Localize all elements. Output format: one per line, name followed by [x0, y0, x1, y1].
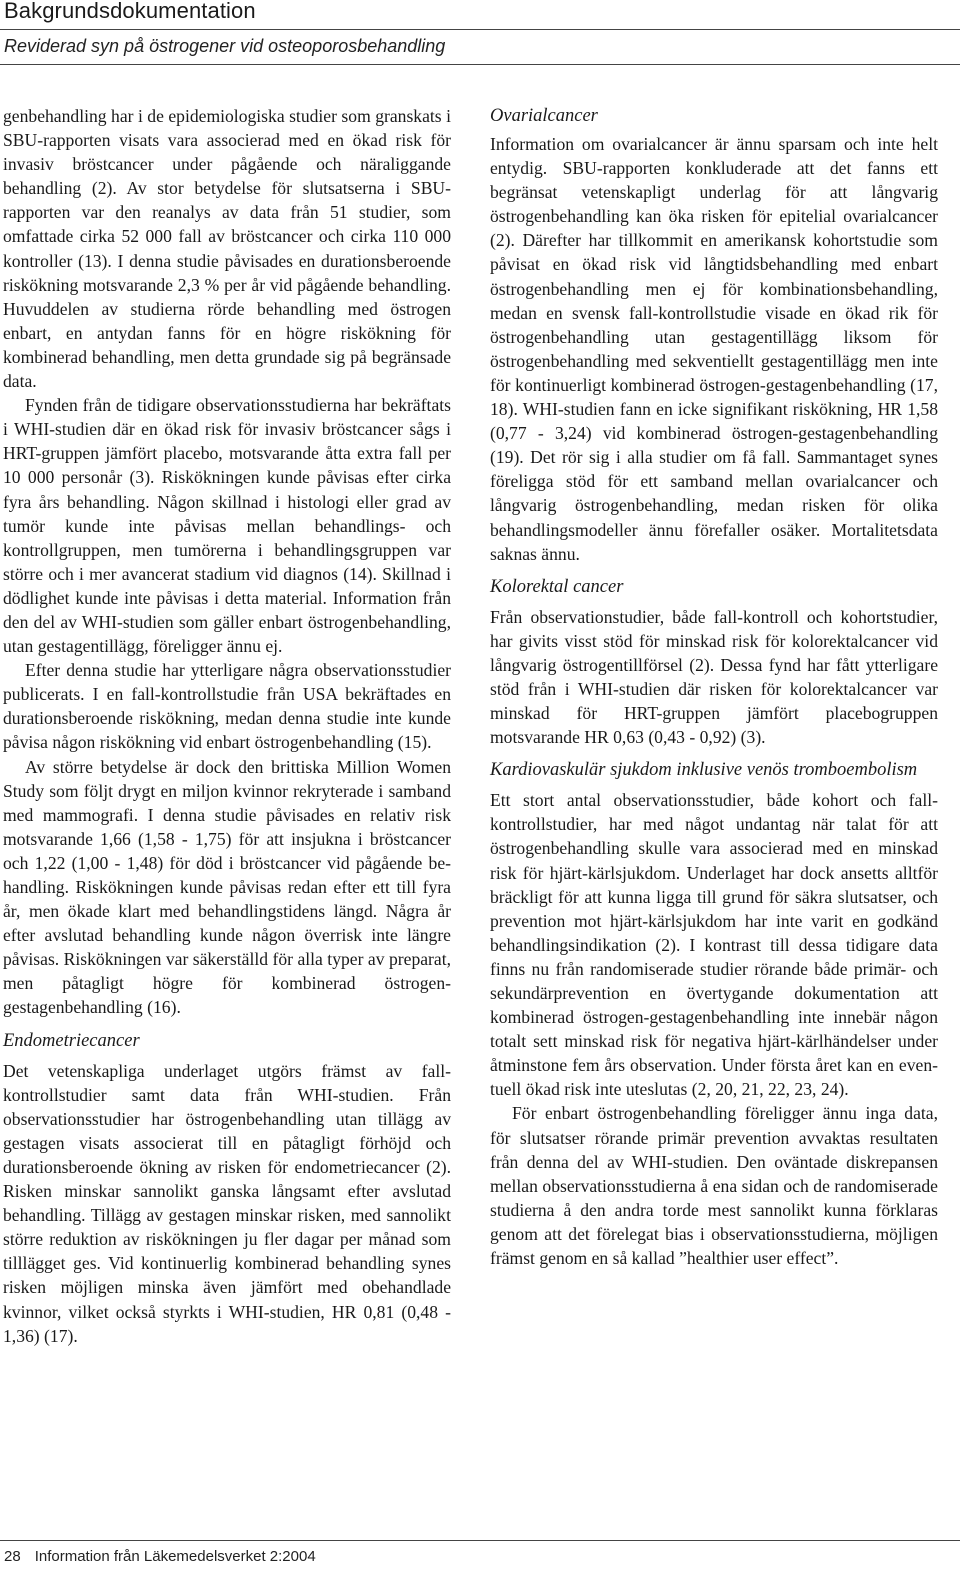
page-footer — [4, 1548, 316, 1565]
subheading-kardiovaskular: Kardiovaskulär sjukdom inklusive venös tromboembolism — [490, 760, 918, 781]
right-column — [490, 104, 938, 1270]
header-rule — [0, 64, 960, 65]
subheading-ovarialcancer: Ovarialcancer — [490, 106, 598, 126]
footer-rule — [0, 1540, 960, 1541]
body-paragraph: Ett stort antal observationsstudier, både kohort och fall-kontrollstudier, har med något undantag när talat för att östrogenbehandling skulle vara associerad med en minskad risk för hjärt-kärlsjukdom. Underlaget har dock ansetts alltför bräckligt för att kunna ligga till grund för säkra slutsatser, och prevention mot hjärt-kärlsjukdom har inte varit en godkänd behandlingsindikation (2). I kontrast till dessa tidigare data finns nu från randomiserade studier rörande både primär- och sekundärprevention en övertygande dokumentation att kombinerad östrogen-gestagenbehandling inte innebär någon totalt sett minskad risk för negativa hjärt-kärlhändelser under åtminstone fem års observation. Under första året kan en eventuell ökad risk inte uteslutas (2, 20, 21, 22, 23, 24). — [490, 790, 938, 1100]
body-paragraph: genbehandling har i de epidemiologiska studier som granskats i SBU-rapporten visats vara associerad med en ökad risk för invasiv bröstcancer under pågående och näraliggande behandling (2). Av stor betydelse för slutsatserna i SBU-rapporten var den reanalys av data från 51 studier, som omfattade cirka 52 000 fall av bröstcancer och cirka 110 000 kontroller (13). I denna studie påvisades en durationsberoende riskökning motsvarande 2,3 % per år vid pågående behandling. Huvuddelen av studierna rörde behandling med östrogen enbart, en antydan fanns för en högre riskökning för kombinerad behandling, men detta grundade sig på begränsade data. — [3, 106, 451, 392]
body-paragraph: För enbart östrogenbehandling föreligger ännu inga data, för slutsatser rörande primär prevention avvaktas resultaten från denna del av WHI-studien. Den oväntade diskrepansen mellan observationsstudierna å ena sidan och de randomiserade studierna å den andra torde mest sannolikt kunna förklaras genom att det förelegat bias i observationsstudierna, möjligen främst genom en så kallad ”healthier user effect”. — [490, 1103, 938, 1269]
subheading-kolorektal-cancer: Kolorektal cancer — [490, 576, 624, 597]
left-column — [3, 104, 451, 1348]
body-paragraph: Information om ovarialcancer är ännu sparsam och inte helt entydig. SBU-rapporten konkluderade att det fanns ett begränsat vetenskapligt underlag för att långvarig östrogenbehandling kan öka risken för epitelial ovarialcancer (2). Därefter har tillkommit en amerikansk kohortstudie som påvisat en ökad risk vid långtidsbehandling med enbart östrogenbehandling men ej för kombinationsbehandling, medan en svensk fall-kontrollstudie visade en ökad rik för östrogenbehandling utan gestagentillägg liksom för östrogenbehandling med sekventiellt gestagentillägg men inte för kontinuerligt kombinerad östrogen-gestagenbehandling (17, 18). WHI-studien fann en icke signifikant riskökning, HR 1,58 (0,77 - 3,24) vid kombinerad östrogen-gestagenbehandling (19). Det rör sig i alla studier om få fall. Sammantaget synes föreligga stöd för ett samband mellan ovarialcancer och långvarig östrogenbehandling, medan risken för olika behandlingsmodeller ännu förefaller osäker. Mortalitetsdata saknas ännu. — [490, 134, 938, 564]
body-paragraph: Det vetenskapliga underlaget utgörs främst av fall-kontrollstudier samt data från WHI-studien. Från observationsstudier har östrogenbehandling utan tillägg av gestagen visats associerat till en påtagligt förhöjd och durationsberoende ökning av risken för endometriecancer (2). Risken minskar sannolikt ganska långsamt efter avslutad behandling. Tillägg av gestagen minskar risken, med sannolikt större reduktion av riskökningen ju fler dagar per månad som tilllägget ges. Vid kontinuerlig kombinerad behandling synes risken möjligen minska även jämfört med obehandlade kvinnor, vilket också styrkts i WHI-studien, HR 0,81 (0,48 - 1,36) (17). — [3, 1060, 451, 1346]
header-subtitle: Reviderad syn på östrogener vid osteoporosbehandling — [4, 36, 446, 56]
header-rule — [0, 29, 960, 30]
body-paragraph: Efter denna studie har ytterligare några observationsstudier publicerats. I en fall-kontrollstudie från USA bekräftades en durationsberoende riskökning, medan denna studie inte kunde påvisa någon riskökning vid enbart östrogenbehandling (15). — [3, 660, 451, 753]
body-paragraph: Av större betydelse är dock den brittiska Million Women Study som följt drygt en miljon kvinnor rekryterade i samband med mammografi. I denna studie påvisades en relativ risk motsvarande 1,66 (1,58 - 1,75) för att insjukna i bröstcancer och 1,22 (1,00 - 1,48) för död i bröstcancer vid pågående behandling. Riskökningen kunde påvisas redan efter ett till fyra år, men ökade klart med behandlingstidens längd. Några år efter avslutad behandling kunde någon överrisk inte längre påvisas. Riskökningen var säkerställd för alla typer av preparat, men påtagligt högre för kombinerad östrogen-gestagenbehandling (16). — [3, 756, 451, 1018]
page-number: 28 — [4, 1548, 21, 1565]
body-paragraph: Fynden från de tidigare observationsstudierna har bekräftats i WHI-studien där en ökad risk för invasiv bröstcancer sågs i HRT-gruppen jämfört placebo, motsvarande åtta extra fall per 10 000 personår (3). Riskökningen kunde påvisas efter cirka fyra års behandling. Någon skillnad i histologi eller grad av tumör kunde inte påvisas mellan behandlings- och kontrollgruppen, men tumörerna i behandlingsgruppen var större och i mer avancerat stadium vid diagnos (14). Skillnad i dödlighet kunde inte påvisas i detta material. Information från den del av WHI-studien som gäller enbart östrogenbehandling, utan gestagentillägg, föreligger ännu ej. — [3, 395, 451, 657]
publication-name: Information från Läkemedelsverket 2:2004 — [34, 1548, 316, 1565]
body-paragraph: Från observationstudier, både fall-kontroll och kohortstudier, har givits visst stöd för minskad risk för kolorektalcancer vid långvarig östrogentillförsel (2). Dessa fynd har fått ytterligare stöd från i WHI-studien där risken för kolorektalcancer var minskad för HRT-gruppen jämfört placebogruppen motsvarande HR 0,63 (0,43 - 0,92) (3). — [490, 606, 938, 748]
subheading-endometriecancer: Endometriecancer — [3, 1030, 140, 1051]
section-title: Bakgrundsdokumentation — [4, 0, 256, 23]
